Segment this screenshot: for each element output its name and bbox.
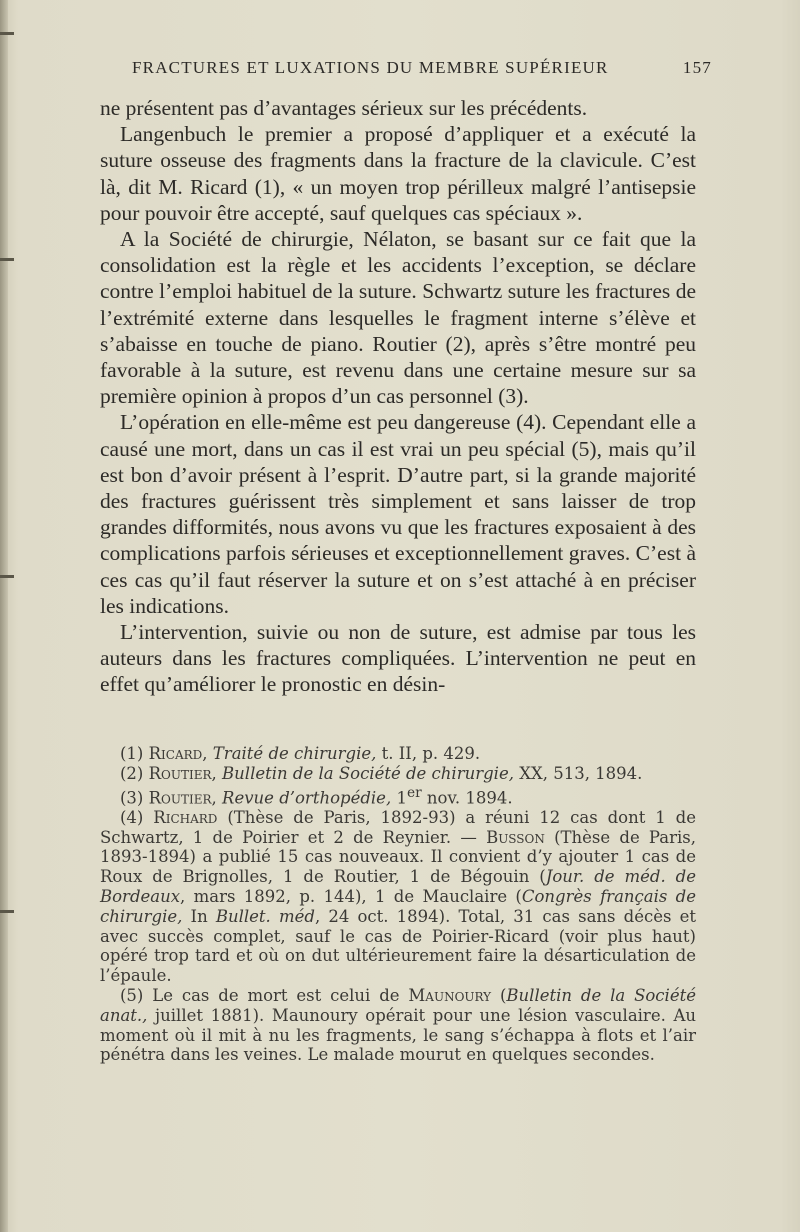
paragraph: L’opération en elle-même est peu dangereuse (4). Cependant elle a causé une mort, dans un cas il est vrai un peu spécial (5), mais qu’il est bon d’avoir présent à l’esprit. D’autre part, si la grande majorité des fractures guérissent très simplement et sans laisser de trop grandes difformités, nous avons vu que les fractures exposaient à des complications parfois sérieuses et exceptionnellement graves. C’est à ces cas qu’il faut réserver la suture et on s’est attaché à en préciser les indications. (100, 410, 696, 618)
footnote-4: (4) Richard (Thèse de Paris, 1892-93) a réuni 12 cas dont 1 de Schwartz, 1 de Poirier et 2 de Reynier. — Busson (Thèse de Paris, 1893-1894) a publié 15 cas nouveaux. Il convient d’y ajouter 1 cas de Roux de Brignolles, 1 de Routier, 1 de Bégouin (Jour. de méd. de Bordeaux, mars 1892, p. 144), 1 de Mauclaire (Congrès français de chirurgie, In Bullet. méd, 24 oct. 1894). Total, 31 cas sans décès et avec succès complet, sauf le cas de Poirier-Ricard (voir plus haut) opéré trop tard et où on dut ultérieurement faire la désarticulation de l’épaule. (100, 807, 697, 986)
running-header (132, 58, 712, 78)
running-title: FRACTURES ET LUXATIONS DU MEMBRE SUPÉRIEUR (132, 58, 609, 77)
footnote-3: (3) Routier, Revue d’orthopédie, 1er nov. 1894. (120, 784, 513, 808)
binding-mark (0, 258, 14, 261)
binding-mark (0, 575, 14, 578)
footnote-2: (2) Routier, Bulletin de la Société de chirurgie, XX, 513, 1894. (120, 763, 643, 783)
footnotes (100, 744, 696, 1065)
main-text (100, 95, 696, 698)
paragraph: ne présentent pas d’avantages sérieux sur les précédents. (100, 96, 588, 120)
paragraph: L’intervention, suivie ou non de suture, est admise par tous les auteurs dans les fractures compliquées. L’intervention ne peut en effet qu’améliorer le pronostic en désin- (100, 620, 696, 697)
footnote-5: (5) Le cas de mort est celui de Maunoury (Bulletin de la Société anat., juillet 1881). Maunoury opérait pour une lésion vasculaire. Au moment où il mit à nu les fragments, le sang s’échappa à flots et l’air pénétra dans les veines. Le malade mourut en quelques secondes. (100, 986, 696, 1065)
paragraph: A la Société de chirurgie, Nélaton, se basant sur ce fait que la consolidation est la règle et les accidents l’exception, se déclare contre l’emploi habituel de la suture. Schwartz suture les fractures de l’extrémité externe dans lesquelles le fragment interne s’élève et s’abaisse en touche de piano. Routier (2), après s’être montré peu favorable à la suture, est revenu dans une certaine mesure sur sa première opinion à propos d’un cas personnel (3). (100, 227, 696, 409)
page-number: 157 (682, 58, 712, 77)
footnote-1: (1) Ricard, Traité de chirurgie, t. II, p. 429. (120, 744, 481, 763)
page-binding-edge (0, 0, 8, 1232)
binding-mark (0, 910, 14, 913)
paragraph: Langenbuch le premier a proposé d’appliquer et a exécuté la suture osseuse des fragments dans la fracture de la clavicule. C’est là, dit M. Ricard (1), « un moyen trop périlleux malgré l’antisepsie pour pouvoir être accepté, sauf quelques cas spéciaux ». (100, 122, 696, 225)
binding-mark (0, 32, 14, 35)
